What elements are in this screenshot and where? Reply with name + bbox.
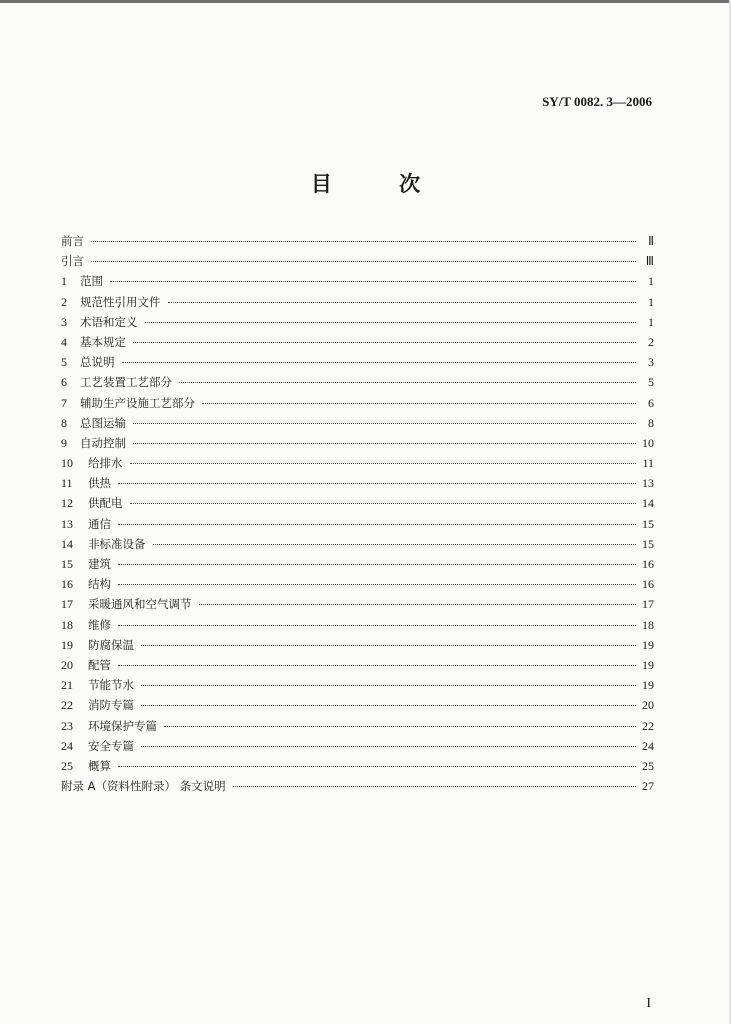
toc-entry-page: Ⅲ xyxy=(645,254,654,269)
toc-entry-number: 20 xyxy=(61,657,73,672)
toc-entry-label: 基本规定 xyxy=(80,334,126,349)
toc-entry-page: 2 xyxy=(648,334,654,349)
toc-entry-number: 14 xyxy=(61,536,73,551)
toc-entry-label: 总说明 xyxy=(80,355,115,370)
toc-entry-page: 6 xyxy=(648,395,654,410)
toc-entry[interactable] xyxy=(61,695,654,715)
toc-entry-label: 前言 xyxy=(61,234,84,248)
toc-entry-number: 15 xyxy=(61,557,73,571)
toc-entry-number: 8 xyxy=(61,415,67,430)
toc-entry[interactable] xyxy=(61,736,654,756)
table-of-contents xyxy=(61,231,654,796)
toc-entry-number: 7 xyxy=(61,395,67,410)
toc-entry-label: 概算 xyxy=(88,758,111,773)
toc-dot-leader xyxy=(118,522,636,525)
toc-dot-leader xyxy=(110,279,636,282)
toc-entry-number: 9 xyxy=(61,435,67,450)
toc-entry-label: 环境保护专篇 xyxy=(88,718,157,733)
toc-entry-label: 给排水 xyxy=(88,456,123,471)
toc-entry-number: 5 xyxy=(61,355,67,370)
toc-entry-page: 1 xyxy=(648,274,654,289)
toc-entry-number: 10 xyxy=(61,456,73,471)
toc-entry-page: 24 xyxy=(642,738,654,753)
toc-dot-leader xyxy=(233,784,636,787)
toc-entry-label: 自动控制 xyxy=(80,435,126,450)
toc-entry-number: 21 xyxy=(61,678,73,693)
toc-entry-page: 5 xyxy=(648,375,654,390)
toc-entry-label: 非标准设备 xyxy=(88,536,146,551)
toc-entry-number: 1 xyxy=(61,274,67,289)
toc-dot-leader xyxy=(118,623,636,626)
toc-entry[interactable] xyxy=(61,594,654,614)
toc-entry[interactable] xyxy=(61,493,654,513)
toc-entry-number: 22 xyxy=(61,698,73,713)
toc-entry-label: 引言 xyxy=(61,254,84,269)
standard-number: SY/T 0082. 3—2006 xyxy=(542,94,652,109)
toc-entry[interactable] xyxy=(61,433,654,453)
toc-dot-leader xyxy=(130,501,637,504)
toc-dot-leader xyxy=(133,340,636,343)
toc-entry-label: 范围 xyxy=(80,274,103,289)
toc-entry-label: 维修 xyxy=(88,617,111,632)
toc-entry-label: 消防专篇 xyxy=(88,698,134,713)
toc-entry[interactable] xyxy=(61,574,654,594)
toc-entry-page: 27 xyxy=(642,779,654,794)
toc-dot-leader xyxy=(118,481,636,484)
toc-entry[interactable] xyxy=(61,372,654,392)
toc-entry-number: 12 xyxy=(61,496,73,511)
toc-dot-leader xyxy=(141,703,636,706)
toc-dot-leader xyxy=(168,300,637,303)
toc-entry[interactable] xyxy=(61,554,654,574)
toc-entry-label: 建筑 xyxy=(88,557,111,571)
toc-entry-page: 10 xyxy=(642,435,654,450)
toc-dot-leader xyxy=(118,764,636,767)
toc-entry-page: 20 xyxy=(642,698,654,713)
toc-entry[interactable] xyxy=(61,352,654,372)
toc-dot-leader xyxy=(164,724,636,727)
toc-dot-leader xyxy=(91,239,636,242)
toc-entry-number: 6 xyxy=(61,375,67,390)
toc-entry-label: 结构 xyxy=(88,577,111,592)
toc-entry-number: 23 xyxy=(61,718,73,733)
toc-dot-leader xyxy=(118,562,636,565)
toc-entry[interactable] xyxy=(61,473,654,493)
toc-entry-page: 19 xyxy=(642,678,654,693)
toc-entry-page: 16 xyxy=(642,557,654,571)
toc-entry-page: 1 xyxy=(648,294,654,309)
toc-entry-number: 11 xyxy=(61,476,73,491)
toc-entry-number: 25 xyxy=(61,758,73,773)
toc-entry-label: 防腐保温 xyxy=(88,637,134,652)
toc-entry-page: 22 xyxy=(642,718,654,733)
toc-dot-leader xyxy=(145,320,637,323)
toc-dot-leader xyxy=(199,602,637,605)
toc-entry-page: 15 xyxy=(642,516,654,531)
toc-entry-label: 采暖通风和空气调节 xyxy=(88,597,192,612)
toc-entry[interactable] xyxy=(61,776,654,796)
toc-entry[interactable] xyxy=(61,271,654,291)
toc-entry-label: 工艺装置工艺部分 xyxy=(80,375,172,390)
toc-entry-page: 19 xyxy=(642,657,654,672)
toc-entry-page: 11 xyxy=(642,456,654,471)
toc-entry[interactable] xyxy=(61,231,654,251)
toc-entry-page: 3 xyxy=(648,355,654,370)
toc-entry-label: 规范性引用文件 xyxy=(80,294,161,309)
toc-entry[interactable] xyxy=(61,675,654,695)
toc-dot-leader xyxy=(118,582,636,585)
toc-entry-page: 8 xyxy=(648,415,654,430)
page-top-edge xyxy=(0,0,731,3)
toc-entry[interactable] xyxy=(61,312,654,332)
toc-entry-number: 17 xyxy=(61,597,73,612)
toc-entry[interactable] xyxy=(61,393,654,413)
toc-dot-leader xyxy=(141,744,636,747)
toc-entry-number: 19 xyxy=(61,637,73,652)
toc-entry-number: 13 xyxy=(61,516,73,531)
toc-entry[interactable] xyxy=(61,514,654,534)
toc-entry[interactable] xyxy=(61,534,654,554)
toc-entry-page: 19 xyxy=(642,637,654,652)
toc-entry[interactable] xyxy=(61,655,654,675)
toc-entry-label: 总图运输 xyxy=(80,415,126,430)
toc-dot-leader xyxy=(141,683,636,686)
toc-entry[interactable] xyxy=(61,635,654,655)
toc-dot-leader xyxy=(133,441,636,444)
toc-entry[interactable] xyxy=(61,332,654,352)
toc-entry-page: 1 xyxy=(648,314,654,329)
toc-dot-leader xyxy=(133,421,636,424)
toc-entry-number: 4 xyxy=(61,334,67,349)
toc-entry-number: 16 xyxy=(61,577,73,592)
toc-dot-leader xyxy=(130,461,637,464)
toc-entry-number: 24 xyxy=(61,738,73,753)
toc-dot-leader xyxy=(202,401,636,404)
toc-entry-label: 术语和定义 xyxy=(80,314,138,329)
toc-dot-leader xyxy=(153,542,637,545)
toc-entry-page: 17 xyxy=(642,597,654,612)
toc-entry[interactable] xyxy=(61,251,654,271)
toc-dot-leader xyxy=(91,259,636,262)
toc-entry-number: 18 xyxy=(61,617,73,632)
page-number: I xyxy=(646,996,651,1011)
toc-entry-page: 18 xyxy=(642,617,654,632)
toc-entry[interactable] xyxy=(61,453,654,473)
toc-entry-label: 通信 xyxy=(88,516,111,531)
toc-entry[interactable] xyxy=(61,716,654,736)
toc-entry-label: 附录 A（资料性附录） 条文说明 xyxy=(61,779,226,794)
toc-entry-page: Ⅱ xyxy=(648,234,654,248)
toc-entry-label: 配管 xyxy=(88,657,111,672)
toc-entry-label: 辅助生产设施工艺部分 xyxy=(80,395,195,410)
toc-dot-leader xyxy=(122,360,637,363)
toc-entry-page: 25 xyxy=(642,758,654,773)
page-title: 目 次 xyxy=(310,172,451,196)
toc-entry-number: 2 xyxy=(61,294,67,309)
toc-entry[interactable] xyxy=(61,615,654,635)
toc-entry-label: 节能节水 xyxy=(88,678,134,693)
toc-dot-leader xyxy=(179,380,636,383)
toc-entry-page: 15 xyxy=(642,536,654,551)
toc-entry-label: 供配电 xyxy=(88,496,123,511)
toc-dot-leader xyxy=(141,643,636,646)
toc-entry-page: 14 xyxy=(642,496,654,511)
toc-entry-number: 3 xyxy=(61,314,67,329)
toc-entry[interactable] xyxy=(61,292,654,312)
toc-entry[interactable] xyxy=(61,756,654,776)
toc-dot-leader xyxy=(118,663,636,666)
toc-entry-page: 13 xyxy=(642,476,654,491)
toc-entry-label: 供热 xyxy=(88,476,111,491)
toc-entry-label: 安全专篇 xyxy=(88,738,134,753)
toc-entry[interactable] xyxy=(61,413,654,433)
toc-entry-page: 16 xyxy=(642,577,654,592)
